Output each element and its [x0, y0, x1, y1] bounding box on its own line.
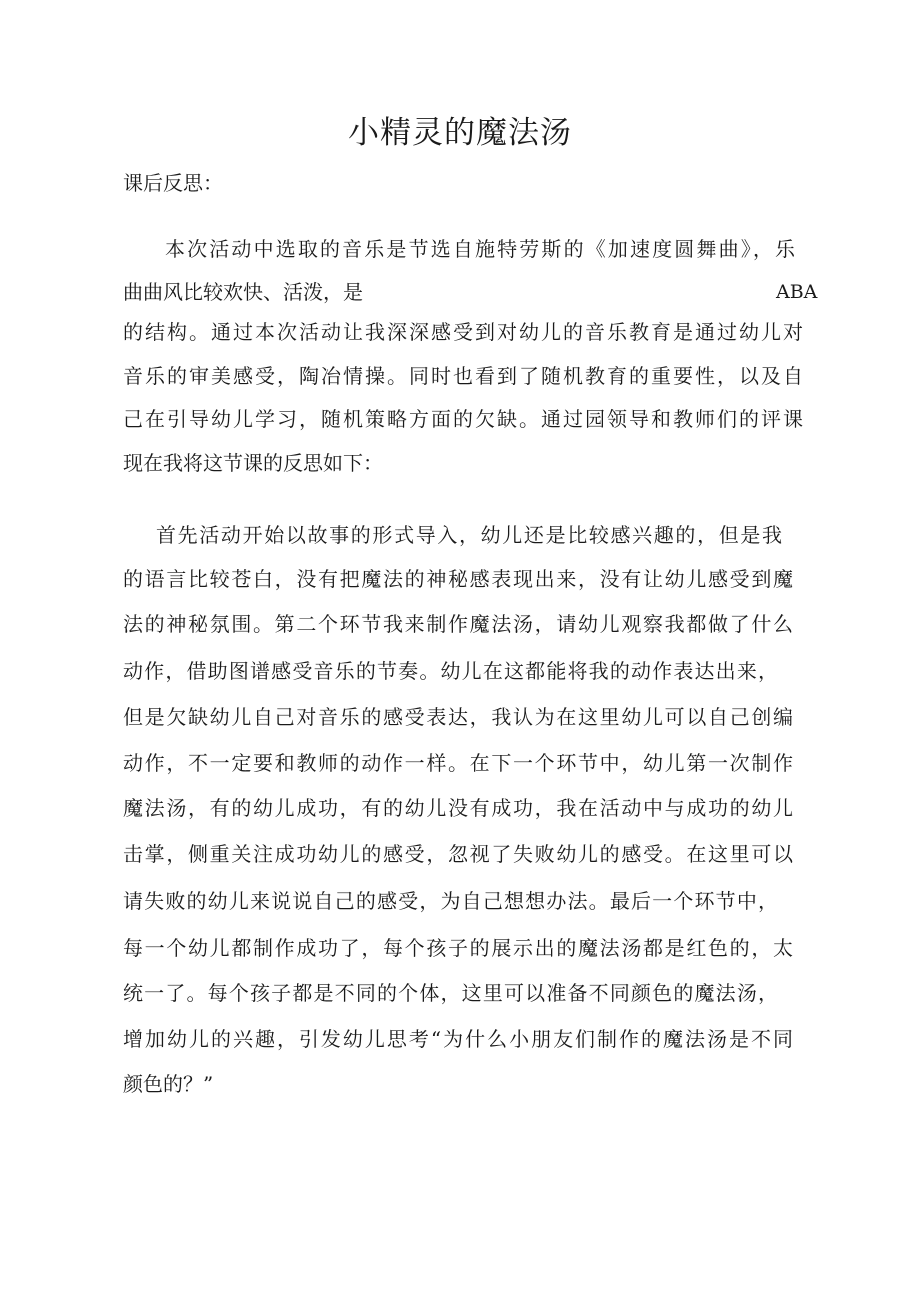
- paragraph-line: 动作，不一定要和教师的动作一样。在下一个环节中，幼儿第一次制作: [123, 751, 793, 775]
- paragraph-line: 增加幼儿的兴趣，引发幼儿思考“为什么小朋友们制作的魔法汤是不同: [123, 1027, 793, 1051]
- paragraph-line: 法的神秘氛围。第二个环节我来制作魔法汤，请幼儿观察我都做了什么: [123, 612, 793, 636]
- paragraph-line: 本次活动中选取的音乐是节选自施特劳斯的《加速度圆舞曲》，乐: [165, 237, 795, 261]
- document-title: 小精灵的魔法汤: [348, 115, 572, 151]
- paragraph-line: 颜色的？”: [123, 1072, 214, 1096]
- paragraph-line: 统一了。每个孩子都是不同的个体，这里可以准备不同颜色的魔法汤，: [123, 981, 778, 1005]
- paragraph-line: 曲曲风比较欢快、活泼，是: [123, 280, 363, 304]
- paragraph-line: 己在引导幼儿学习，随机策略方面的欠缺。通过园领导和教师们的评课: [123, 407, 803, 431]
- paragraph-line: 每一个幼儿都制作成功了，每个孩子的展示出的魔法汤都是红色的，太: [123, 936, 793, 960]
- paragraph-line: 音乐的审美感受，陶冶情操。同时也看到了随机教育的重要性，以及自: [123, 364, 803, 388]
- paragraph-line: 魔法汤，有的幼儿成功，有的幼儿没有成功，我在活动中与成功的幼儿: [123, 796, 793, 820]
- paragraph-line: 的结构。通过本次活动让我深深感受到对幼儿的音乐教育是通过幼儿对: [123, 320, 803, 344]
- section-heading: 课后反思：: [123, 171, 223, 195]
- paragraph-line: 但是欠缺幼儿自己对音乐的感受表达，我认为在这里幼儿可以自己创编: [123, 705, 793, 729]
- paragraph-line: 的语言比较苍白，没有把魔法的神秘感表现出来，没有让幼儿感受到魔: [123, 567, 793, 591]
- paragraph-line: 动作，借助图谱感受音乐的节奏。幼儿在这都能将我的动作表达出来，: [123, 659, 778, 683]
- paragraph-line: 现在我将这节课的反思如下：: [123, 451, 383, 475]
- paragraph-line: 首先活动开始以故事的形式导入，幼儿还是比较感兴趣的，但是我: [156, 523, 782, 547]
- structure-label: ABA: [776, 281, 818, 303]
- paragraph-line: 击掌，侧重关注成功幼儿的感受，忽视了失败幼儿的感受。在这里可以: [123, 842, 793, 866]
- paragraph-line: 请失败的幼儿来说说自己的感受，为自己想想办法。最后一个环节中，: [123, 889, 778, 913]
